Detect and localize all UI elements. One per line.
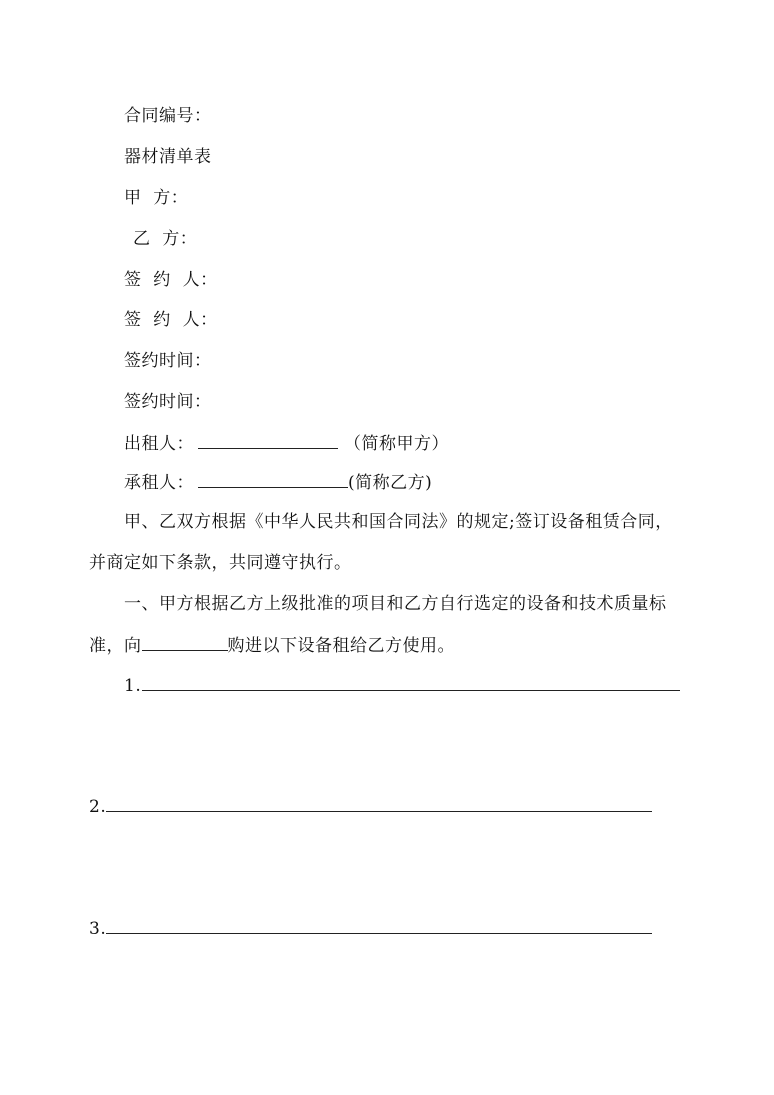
- lessee-note: (简称乙方): [348, 473, 433, 493]
- signer-b-label: 签 约 人：: [124, 310, 218, 330]
- lessor-note: （简称甲方）: [344, 434, 449, 454]
- party-a-label: 甲 方：: [124, 188, 189, 208]
- equipment-list-label: 器材清单表: [124, 147, 212, 167]
- lessor-row: [124, 430, 449, 456]
- clause-1-prefix: 准，向: [89, 636, 142, 656]
- intro-line-2: 并商定如下条款，共同遵守执行。: [89, 553, 352, 573]
- supplier-blank: [142, 632, 228, 651]
- item-number: 3.: [89, 919, 107, 939]
- item-number: 1.: [124, 676, 142, 696]
- lessee-name-blank: [198, 469, 348, 488]
- item-1-blank: [142, 690, 680, 691]
- clause-1-line-2: [89, 632, 455, 658]
- item-number: 2.: [89, 797, 107, 817]
- sign-time-a-label: 签约时间：: [124, 351, 212, 371]
- item-3-blank: [106, 933, 652, 934]
- party-b-label: 乙 方：: [133, 229, 198, 249]
- lessee-label: 承租人：: [124, 473, 194, 493]
- item-2-blank: [106, 811, 652, 812]
- lessor-label: 出租人：: [124, 434, 194, 454]
- signer-a-label: 签 约 人：: [124, 270, 218, 290]
- contract-number-label: 合同编号：: [124, 106, 212, 126]
- clause-1-line-1: 一、甲方根据乙方上级批准的项目和乙方自行选定的设备和技术质量标: [124, 594, 667, 614]
- intro-line-1: 甲、乙双方根据《中华人民共和国合同法》的规定;签订设备租赁合同，: [124, 512, 673, 532]
- lessee-row: [124, 469, 432, 495]
- clause-1-suffix: 购进以下设备租给乙方使用。: [227, 636, 455, 656]
- lessor-name-blank: [198, 430, 338, 449]
- sign-time-b-label: 签约时间：: [124, 392, 212, 412]
